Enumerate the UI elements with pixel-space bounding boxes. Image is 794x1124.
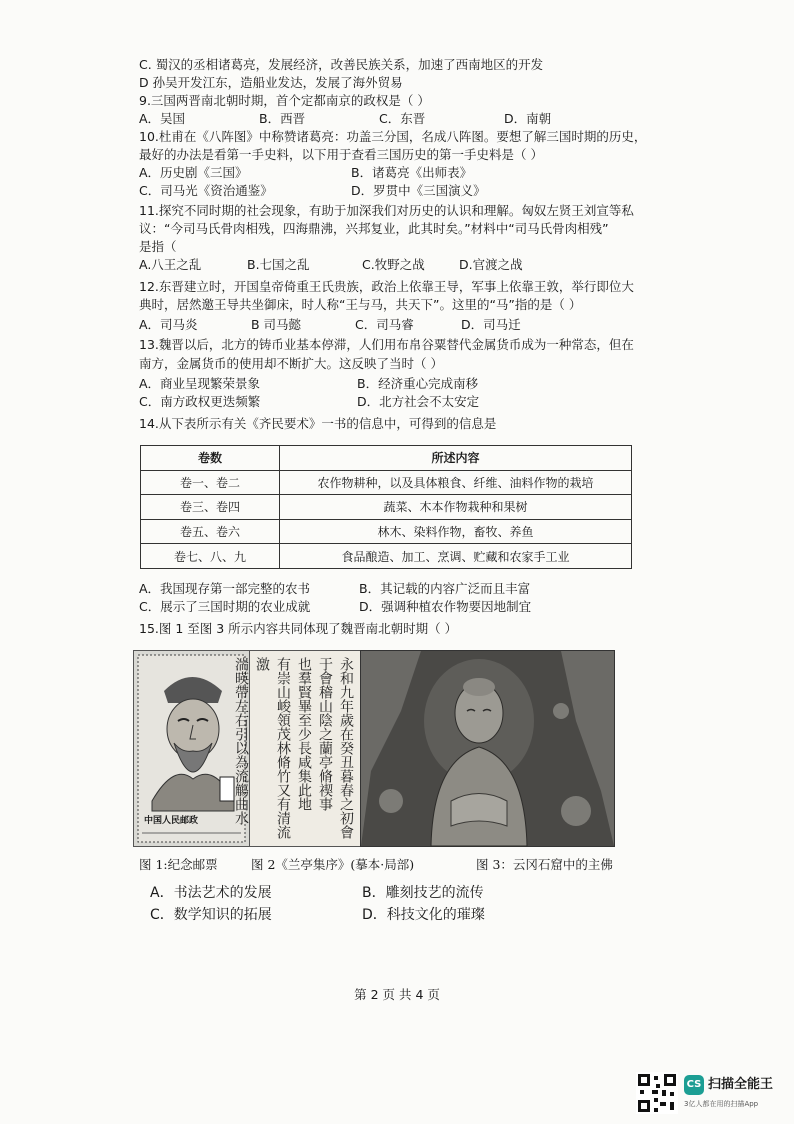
scanner-logo: CS xyxy=(684,1075,704,1095)
stamp-label: 中国人民邮政 xyxy=(144,816,199,826)
caption-figure-2: 图 2《兰亭集序》(摹本·局部) xyxy=(251,857,415,872)
q9-options xyxy=(139,110,679,128)
q10-option-c: C．司马光《资治通鉴》 xyxy=(139,183,273,198)
q11-stem-line1: 11.探究不同时期的社会现象，有助于加深我们对历史的认识和理解。匈奴左贤王刘宣等私 xyxy=(139,203,634,218)
q15-option-a: A．书法艺术的发展 xyxy=(150,885,272,901)
q12-stem-line1: 12.东晋建立时，开国皇帝倚重王氏贵族，政治上依靠王导，军事上依靠王敦，举行即位大 xyxy=(139,279,634,294)
q14-option-b: B．其记载的内容广泛而且丰富 xyxy=(359,581,531,596)
table-cell-volume: 卷一、卷二 xyxy=(141,470,280,495)
q9-stem: 9.三国两晋南北朝时期，首个定都南京的政权是（ ） xyxy=(139,93,430,108)
q13-option-b: B．经济重心完成南移 xyxy=(357,376,479,391)
calligraphy-column: 于會稽山陰之蘭亭脩禊事 xyxy=(317,657,333,811)
q10-stem-line1: 10.杜甫在《八阵图》中称赞诸葛亮：功盖三分国，名成八阵图。要想了解三国时期的历史， xyxy=(139,129,647,144)
table-header-content: 所述内容 xyxy=(280,446,632,471)
caption-figure-3: 图 3：云冈石窟中的主佛 xyxy=(476,857,613,872)
q12-option-b: B 司马懿 xyxy=(251,317,302,332)
q13-option-c: C．南方政权更迭频繁 xyxy=(139,394,261,409)
calligraphy-column: 有崇山峻領茂林脩竹又有清流激 xyxy=(254,657,291,839)
q13-option-d: D．北方社会不太安定 xyxy=(357,394,480,409)
figure-2-lanting-preface xyxy=(233,650,361,847)
q14-option-c: C．展示了三国时期的农业成就 xyxy=(139,599,311,614)
q14-option-a: A．我国现存第一部完整的农书 xyxy=(139,581,311,596)
buddha-statue-illustration xyxy=(361,651,614,846)
scanner-watermark xyxy=(636,1072,786,1117)
q15-option-d: D．科技文化的璀璨 xyxy=(362,907,485,923)
table-row xyxy=(141,544,632,569)
q12-stem-line2: 典时，居然邀王导共坐御床，时人称“王与马，共天下”。这里的“马”指的是（ ） xyxy=(139,297,582,312)
table-row xyxy=(141,470,632,495)
q9-option-d: D．南朝 xyxy=(504,111,552,126)
table-row xyxy=(141,519,632,544)
calligraphy-column: 永和九年歲在癸丑暮春之初會 xyxy=(338,657,354,839)
q12-option-a: A．司马炎 xyxy=(139,317,198,332)
table-cell-content: 农作物耕种，以及具体粮食、纤维、油料作物的栽培 xyxy=(280,470,632,495)
scanner-app-name: 扫描全能王 xyxy=(708,1077,774,1092)
calligraphy-column: 湍暎帶左右引以為流觴曲水 xyxy=(233,657,249,825)
q12-option-d: D．司马迁 xyxy=(461,317,521,332)
calligraphy-text xyxy=(230,657,356,842)
q9-option-c: C．东晋 xyxy=(379,111,426,126)
table-cell-content: 林木、染料作物，畜牧、养鱼 xyxy=(280,519,632,544)
q8-option-c: C. 蜀汉的丞相诸葛亮，发展经济，改善民族关系，加速了西南地区的开发 xyxy=(139,57,544,72)
figure-3-yungang-buddha xyxy=(360,650,615,847)
q9-option-b: B．西晋 xyxy=(259,111,306,126)
table-header-volume: 卷数 xyxy=(141,446,280,471)
q10-stem-line2: 最好的办法是看第一手史料，以下用于查看三国历史的第一手史料是（ ） xyxy=(139,147,543,162)
q12-options xyxy=(139,316,679,334)
q11-option-d: D.官渡之战 xyxy=(459,257,523,272)
q11-stem-line3: 是指（ xyxy=(139,239,177,254)
q10-option-b: B．诸葛亮《出师表》 xyxy=(351,165,473,180)
qimin-yaoshu-table xyxy=(140,445,632,569)
calligraphy-column: 也羣賢畢至少長咸集此地 xyxy=(296,657,312,811)
q11-options xyxy=(139,256,679,274)
table-cell-volume: 卷五、卷六 xyxy=(141,519,280,544)
table-cell-volume: 卷三、卷四 xyxy=(141,495,280,520)
q10-options xyxy=(139,164,679,200)
q15-option-c: C．数学知识的拓展 xyxy=(150,907,272,923)
q10-option-a: A．历史剧《三国》 xyxy=(139,165,248,180)
q11-stem-line2: 议：“今司马氏骨肉相残，四海鼎沸，兴邦复业，此其时矣。”材料中“司马氏骨肉相残” xyxy=(139,221,609,236)
q15-options xyxy=(150,882,690,926)
q14-option-d: D．强调种植农作物要因地制宜 xyxy=(359,599,532,614)
q15-option-b: B．雕刻技艺的流传 xyxy=(362,885,484,901)
q11-option-b: B.七国之乱 xyxy=(247,257,310,272)
caption-figure-1: 图 1:纪念邮票 xyxy=(139,857,218,872)
page-number: 第 2 页 共 4 页 xyxy=(354,987,440,1002)
q11-option-a: A.八王之乱 xyxy=(139,257,202,272)
q8-option-d: D 孙吴开发江东，造船业发达，发展了海外贸易 xyxy=(139,75,403,90)
figure-captions xyxy=(139,855,613,873)
table-cell-content: 食品酿造、加工、烹调、贮藏和农家手工业 xyxy=(280,544,632,569)
table-cell-content: 蔬菜、木本作物栽种和果树 xyxy=(280,495,632,520)
q13-option-a: A．商业呈现繁荣景象 xyxy=(139,376,261,391)
table-cell-volume: 卷七、八、九 xyxy=(141,544,280,569)
q13-stem-line2: 南方，金属货币的使用却不断扩大。这反映了当时（ ） xyxy=(139,356,443,371)
q10-option-d: D．罗贯中《三国演义》 xyxy=(351,183,486,198)
scanner-tagline: 3亿人都在用的扫描App xyxy=(684,1100,759,1108)
q14-stem: 14.从下表所示有关《齐民要术》一书的信息中，可得到的信息是 xyxy=(139,416,497,431)
q13-stem-line1: 13.魏晋以后，北方的铸币业基本停滞，人们用布帛谷粟替代金属货币成为一种常态，但在 xyxy=(139,337,634,352)
q13-options xyxy=(139,375,679,411)
q11-option-c: C.牧野之战 xyxy=(362,257,425,272)
qr-code-icon xyxy=(636,1072,678,1114)
q12-option-c: C．司马睿 xyxy=(355,317,414,332)
q15-stem: 15.图 1 至图 3 所示内容共同体现了魏晋南北朝时期（ ） xyxy=(139,621,458,636)
table-header-row xyxy=(141,446,632,471)
table-row xyxy=(141,495,632,520)
q9-option-a: A．吴国 xyxy=(139,111,186,126)
q14-options xyxy=(139,580,679,616)
